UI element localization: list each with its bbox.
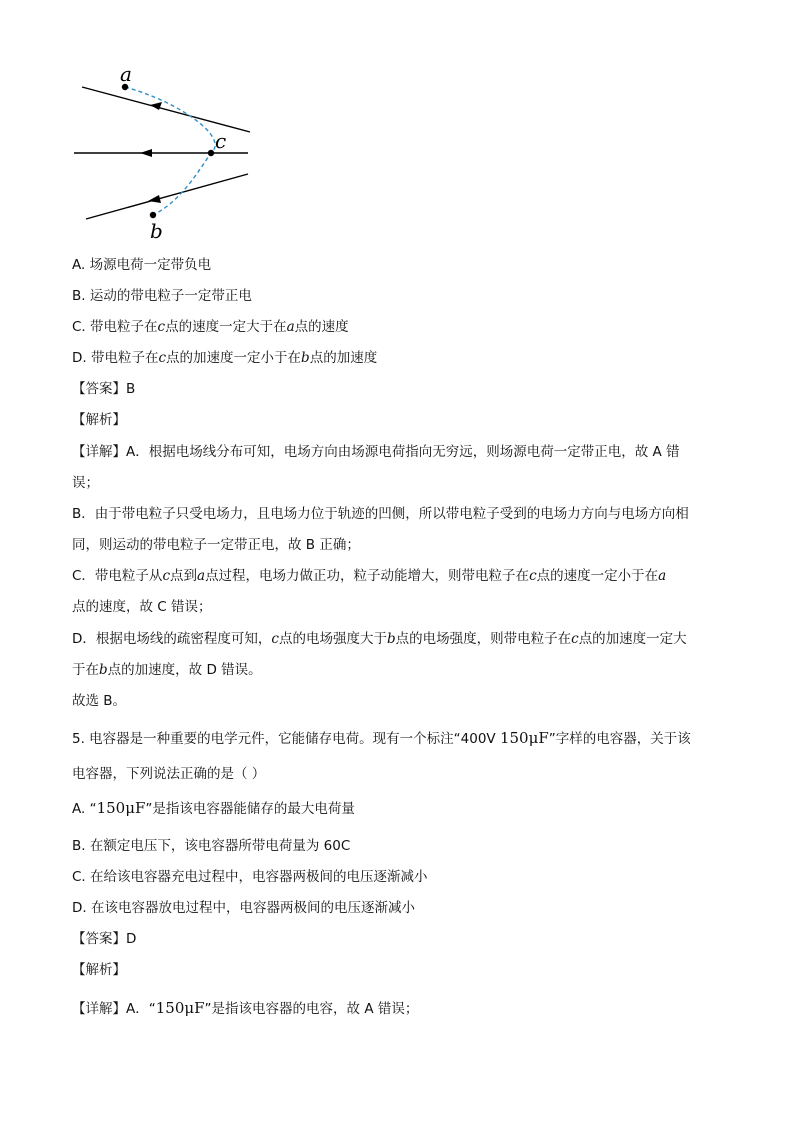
text-seg: 点的速度	[294, 319, 349, 335]
text-seg: C. 在给该电容器充电过程中，电容器两极间的电压逐渐减小	[72, 869, 428, 885]
var-c: c	[571, 631, 579, 647]
field-line-upper	[82, 87, 250, 132]
point-c	[208, 150, 214, 156]
text-seg: 点的电场强度，则带电粒子在	[395, 631, 572, 647]
var-a: a	[658, 568, 667, 584]
label-b: b	[150, 219, 163, 243]
electric-field-figure	[70, 60, 260, 245]
text-seg: 点的加速度一定小于在	[166, 350, 302, 366]
q5-option-a	[72, 799, 355, 818]
unit-text: 150μF	[499, 729, 549, 747]
text-seg: 点的速度，故 C 错误；	[72, 599, 212, 615]
text-seg: C. 带电粒子在	[72, 319, 158, 335]
text-seg: 误；	[72, 475, 99, 491]
text-seg: D．根据电场线的疏密程度可知，	[72, 631, 272, 647]
var-b: b	[386, 631, 396, 647]
text-seg: 点的速度一定大于在	[165, 319, 287, 335]
text-seg: 同，则运动的带电粒子一定带正电，故 B 正确；	[72, 537, 360, 553]
text-seg: 于在	[72, 662, 99, 678]
q4-detail-b-line2	[72, 536, 360, 554]
q4-option-d	[72, 349, 377, 367]
q4-detail-a-line1	[72, 443, 680, 461]
q4-detail-d-line1	[72, 630, 687, 648]
q5-stem-line1	[72, 729, 691, 748]
q5-answer	[72, 930, 136, 948]
text-seg: A. “	[72, 801, 97, 817]
unit-text: 150μF	[155, 999, 205, 1017]
answer-value: D	[126, 931, 137, 947]
point-b	[150, 212, 156, 218]
text-seg: C．带电粒子从	[72, 568, 163, 584]
text-seg: 【详解】A．根据电场线分布可知，电场方向由场源电荷指向无穷远，则场源电荷一定带正电，故 A 错	[72, 444, 680, 460]
q4-answer	[72, 380, 135, 398]
q4-option-b-text: B. 运动的带电粒子一定带正电	[72, 288, 252, 304]
field-line-lower	[86, 174, 248, 219]
text-seg: 故选 B。	[72, 693, 127, 709]
arrow-icon-middle	[140, 149, 152, 157]
text-seg: D. 在该电容器放电过程中，电容器两极间的电压逐渐减小	[72, 900, 415, 916]
q5-stem-line2	[72, 765, 265, 783]
q4-option-a	[72, 256, 211, 274]
answer-tag: 【答案】	[72, 381, 126, 397]
text-seg: B．由于带电粒子只受电场力，且电场力位于轨迹的凹侧，所以带电粒子受到的电场力方向与电场方向相	[72, 506, 689, 522]
answer-value: B	[126, 381, 136, 397]
text-seg: 点的加速度一定大	[578, 631, 687, 647]
text-seg: 点到	[170, 568, 197, 584]
q4-option-b	[72, 287, 252, 305]
q5-option-d	[72, 899, 415, 917]
text-seg: 电容器，下列说法正确的是（ ）	[72, 766, 266, 782]
var-c: c	[271, 631, 279, 647]
var-a: a	[197, 568, 206, 584]
unit-text: 150μF	[96, 799, 146, 817]
var-b: b	[301, 350, 310, 366]
text-seg: 点的加速度	[309, 350, 378, 366]
text-seg: 5. 电容器是一种重要的电学元件，它能储存电荷。现有一个标注“400V	[72, 731, 500, 747]
text-seg: 点的加速度，故 D 错误。	[107, 662, 262, 678]
text-seg: 点过程，电场力做正功，粒子动能增大，则带电粒子在	[205, 568, 530, 584]
analysis-label: 【解析】	[72, 962, 126, 978]
label-a: a	[120, 62, 132, 86]
text-seg: 点的速度一定小于在	[536, 568, 659, 584]
text-seg: ”是指该电容器的电容，故 A 错误；	[204, 1001, 419, 1017]
answer-tag: 【答案】	[72, 931, 126, 947]
q4-option-a-text: A. 场源电荷一定带负电	[72, 257, 212, 273]
arrow-icon-upper	[150, 102, 162, 110]
text-seg: 【详解】A．“	[72, 1001, 156, 1017]
q5-option-c	[72, 868, 428, 886]
q4-detail-b-line1	[72, 505, 689, 523]
q5-analysis-label	[72, 961, 126, 979]
q4-conclusion	[72, 692, 126, 710]
q5-detail-a	[72, 999, 418, 1018]
q5-option-b	[72, 837, 350, 855]
text-seg: ”是指该电容器能储存的最大电荷量	[145, 801, 355, 817]
var-c: c	[157, 319, 166, 335]
q4-detail-c-line1	[72, 567, 666, 585]
q4-detail-c-line2	[72, 598, 212, 616]
var-a: a	[286, 319, 295, 335]
q4-detail-a-line2	[72, 474, 99, 492]
text-seg: D. 带电粒子在	[72, 350, 159, 366]
text-seg: ”字样的电容器，关于该	[548, 731, 691, 747]
var-c: c	[162, 568, 170, 584]
text-seg: B. 在额定电压下，该电容器所带电荷量为 60C	[72, 838, 351, 854]
q4-detail-d-line2	[72, 661, 262, 679]
q4-option-c	[72, 318, 349, 336]
label-c: c	[215, 129, 227, 153]
analysis-label: 【解析】	[72, 412, 126, 428]
q4-analysis-label	[72, 411, 126, 429]
var-b: b	[99, 662, 108, 678]
var-c: c	[529, 568, 537, 584]
var-c: c	[158, 350, 167, 366]
field-diagram	[70, 60, 260, 245]
text-seg: 点的电场强度大于	[278, 631, 387, 647]
